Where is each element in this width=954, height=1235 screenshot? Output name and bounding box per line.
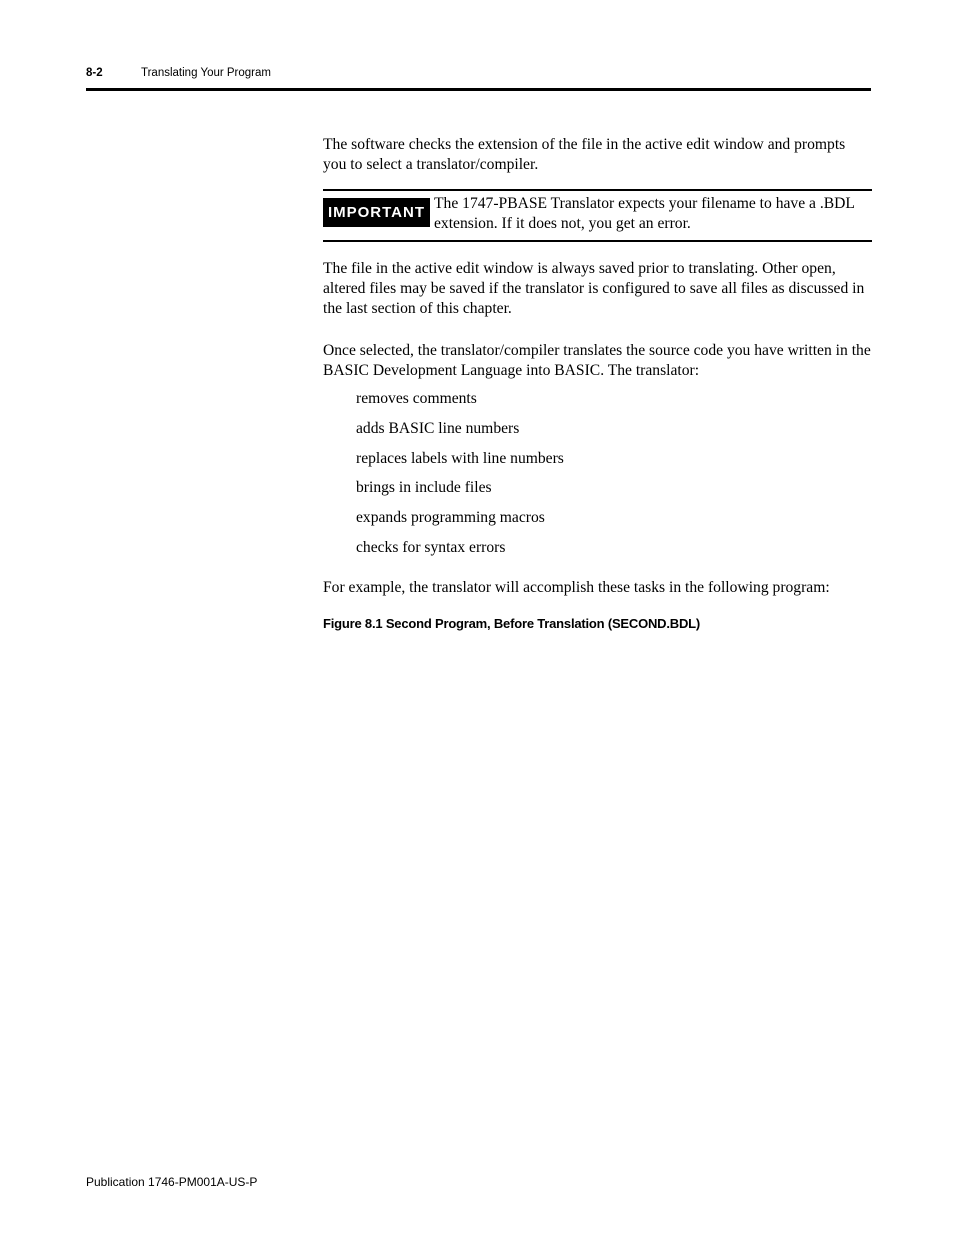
page-header — [86, 66, 871, 90]
list-item: removes comments — [356, 390, 477, 407]
page-number: 8-2 — [86, 67, 103, 79]
translator-intro-paragraph: Once selected, the translator/compiler translates the source code you have written in the BASIC Development Language into BASIC. The translator: — [323, 342, 871, 379]
list-item: brings in include files — [356, 479, 492, 497]
important-callout — [323, 189, 872, 242]
publication-footer: Publication 1746-PM001A-US-P — [86, 1175, 258, 1189]
example-paragraph: For example, the translator will accomplish these tasks in the following program: — [323, 579, 830, 596]
important-text: The 1747-PBASE Translator expects your filename to have a .BDL extension. If it does not, you get an error. — [434, 195, 855, 232]
chapter-title: Translating Your Program — [141, 67, 271, 79]
header-rule — [86, 88, 871, 91]
list-item: checks for syntax errors — [356, 538, 506, 556]
list-item: replaces labels with line numbers — [356, 449, 564, 467]
important-label: IMPORTANT — [323, 198, 430, 227]
intro-paragraph: The software checks the extension of the file in the active edit window and prompts you to select a translator/compiler. — [323, 136, 846, 173]
list-item: expands programming macros — [356, 509, 545, 527]
list-item: adds BASIC line numbers — [356, 419, 520, 437]
figure-caption: Figure 8.1 Second Program, Before Translation (SECOND.BDL) — [323, 616, 701, 631]
save-note-paragraph: The file in the active edit window is always saved prior to translating. Other open, altered files may be saved if the translator is configured to save all files as discussed in the last section of this chapter. — [323, 260, 865, 317]
translator-task-list — [356, 389, 564, 568]
